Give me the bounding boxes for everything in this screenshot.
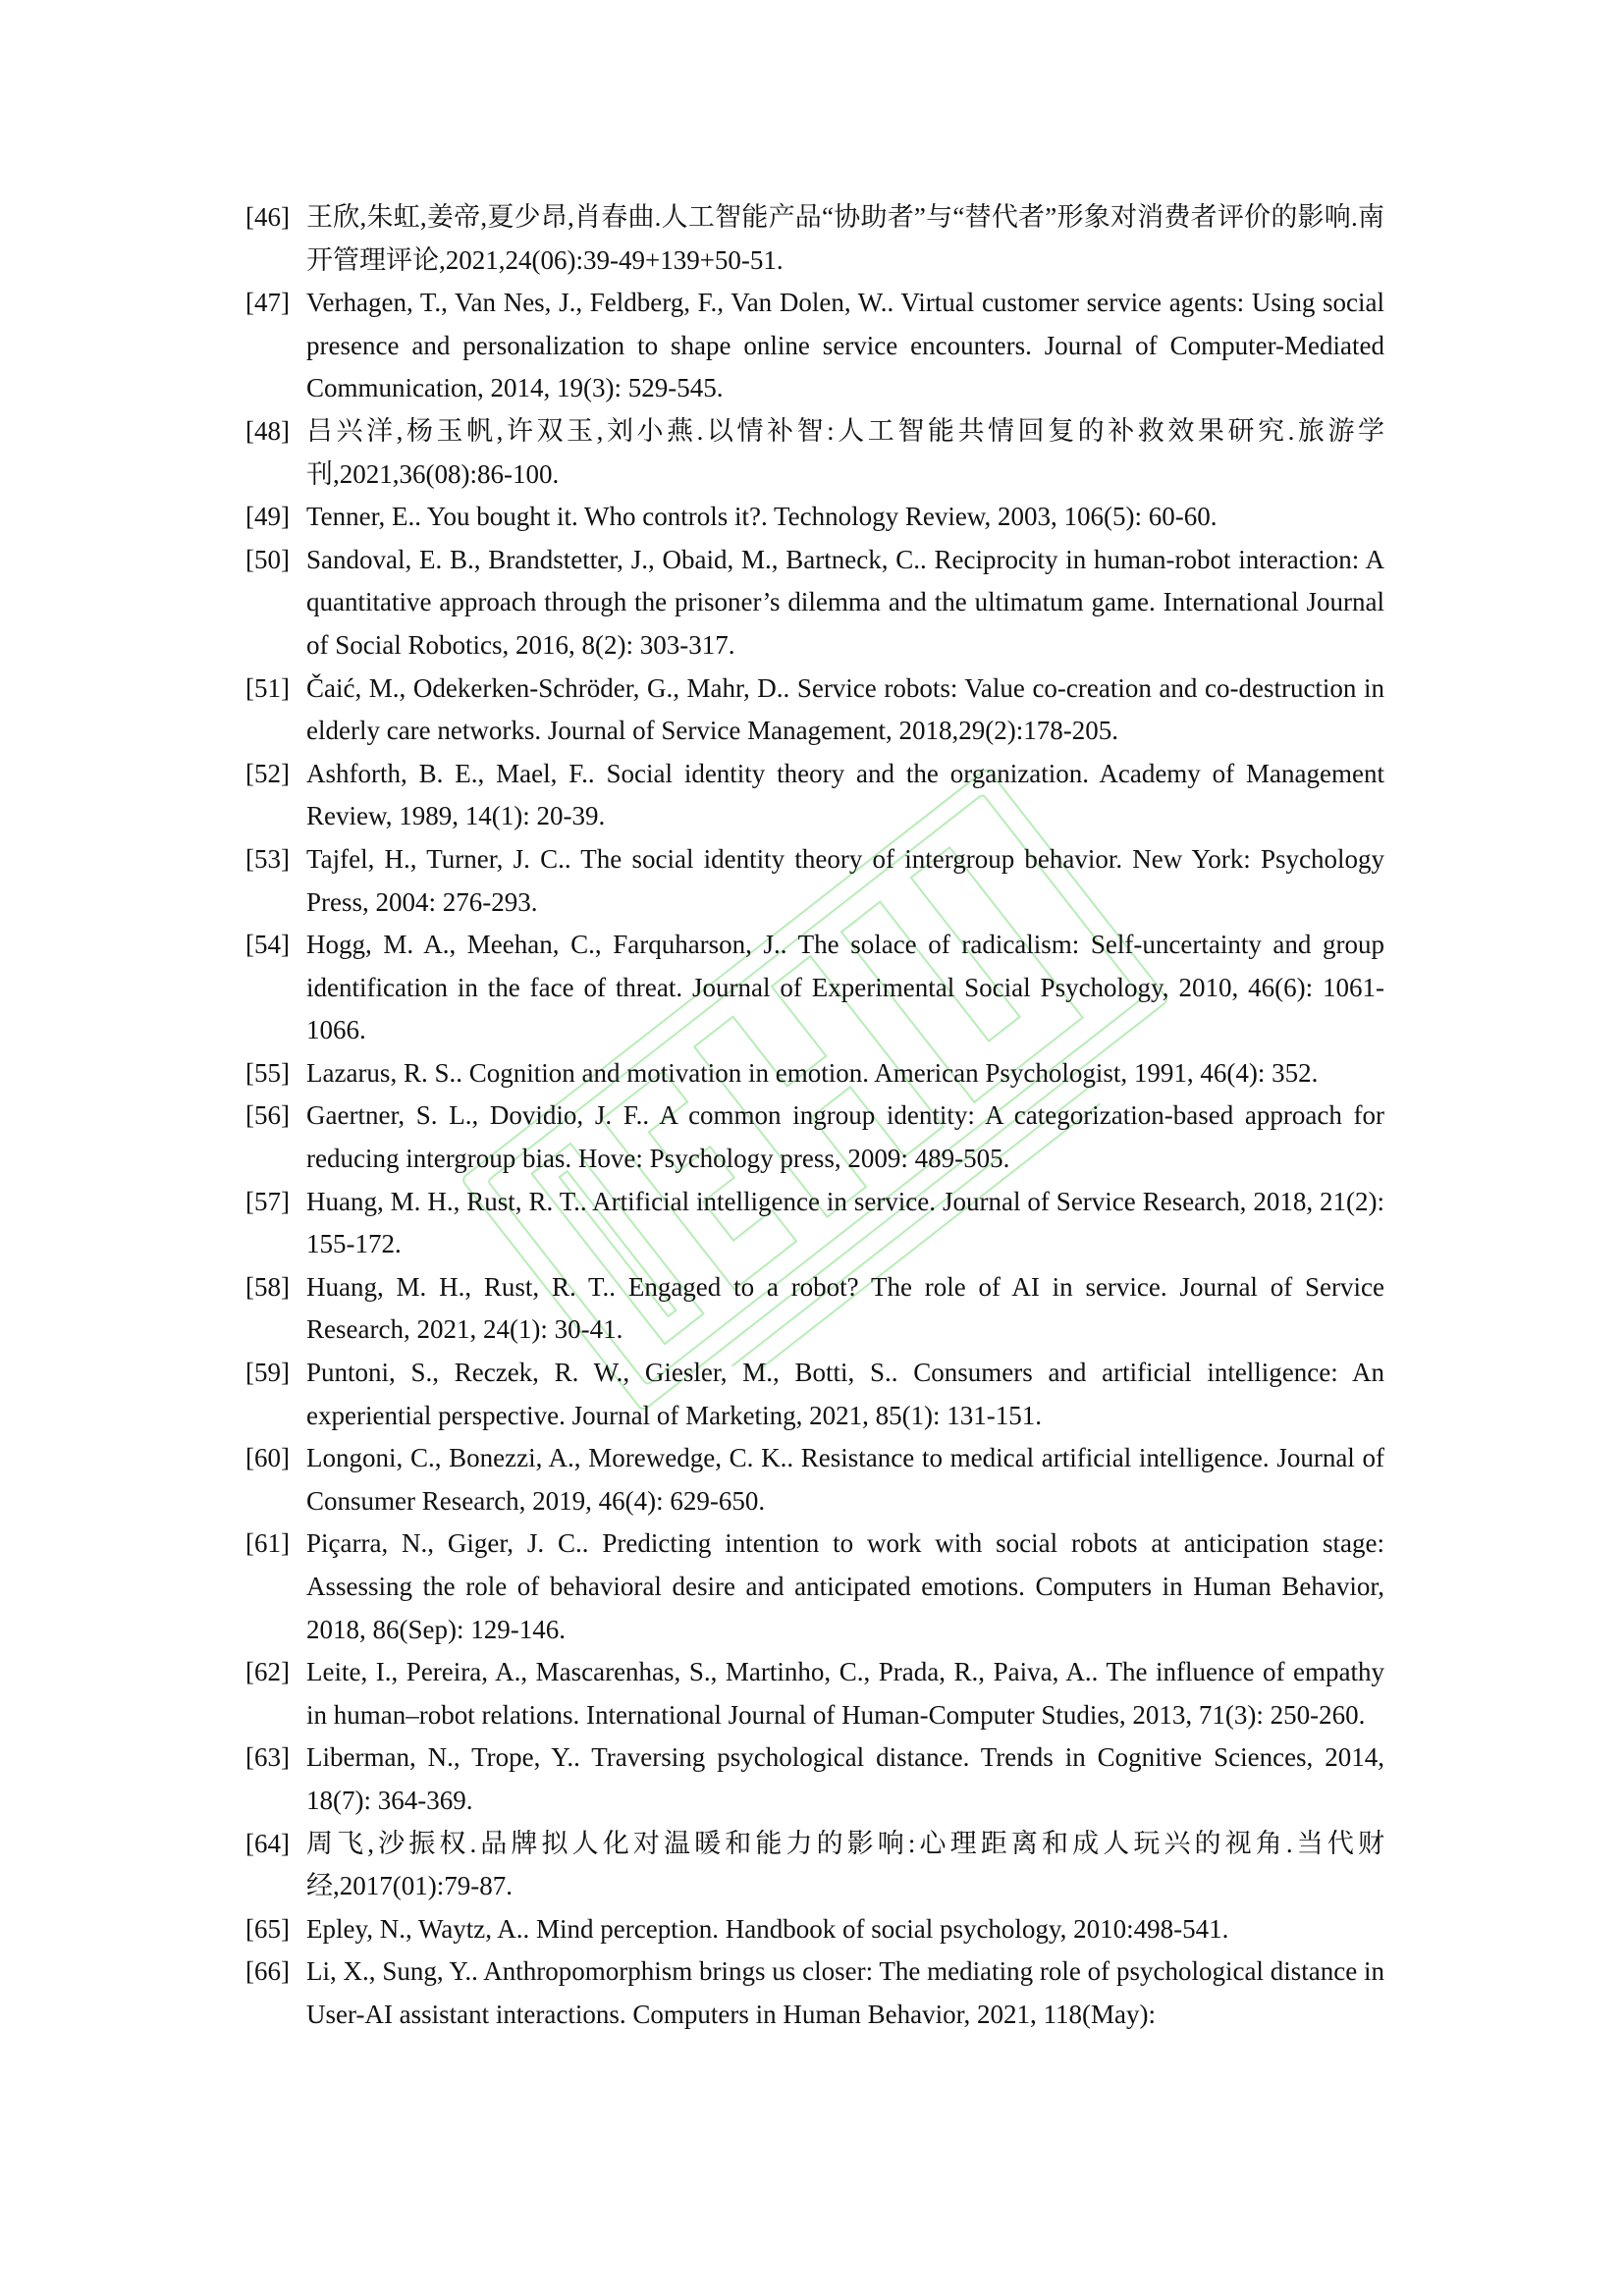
reference-item	[245, 1266, 1384, 1352]
reference-number: [48]	[245, 415, 290, 446]
reference-number: [50]	[245, 544, 290, 574]
reference-number: [49]	[245, 502, 290, 532]
reference-item	[245, 667, 1384, 753]
reference-item	[245, 1052, 1384, 1095]
reference-number: [62]	[245, 1657, 290, 1687]
reference-item	[245, 282, 1384, 410]
reference-item	[245, 1908, 1384, 1951]
reference-number: [46]	[245, 202, 290, 232]
reference-item	[245, 1823, 1384, 1908]
reference-text: Tajfel, H., Turner, J. C.. The social identity theory of intergroup behavior. New York: Psychology Press, 2004: 276-293.	[306, 843, 1384, 917]
reference-text: 王欣,朱虹,姜帝,夏少昂,肖春曲.人工智能产品“协助者”与“替代者”形象对消费者评价的影响.南开管理评论,2021,24(06):39-49+139+50-51.	[306, 202, 1384, 275]
reference-number: [59]	[245, 1358, 290, 1388]
reference-item	[245, 1181, 1384, 1266]
reference-item	[245, 1522, 1384, 1651]
reference-item	[245, 838, 1384, 924]
reference-text: Lazarus, R. S.. Cognition and motivation in emotion. American Psychologist, 1991, 46(4): 352.	[306, 1057, 1319, 1088]
reference-text: Čaić, M., Odekerken-Schröder, G., Mahr, D.. Service robots: Value co-creation and co-destruction in elderly care networks. Journal of Service Management, 2018,29(2):178-205.	[306, 672, 1384, 746]
reference-number: [57]	[245, 1186, 290, 1216]
reference-number: [60]	[245, 1443, 290, 1473]
reference-number: [65]	[245, 1913, 290, 1944]
reference-number: [61]	[245, 1528, 290, 1559]
reference-item	[245, 1095, 1384, 1180]
reference-item	[245, 196, 1384, 282]
reference-item	[245, 1950, 1384, 2036]
reference-number: [51]	[245, 672, 290, 703]
reference-item	[245, 1437, 1384, 1522]
reference-text: Puntoni, S., Reczek, R. W., Giesler, M., Botti, S.. Consumers and artificial intelligence: An experiential perspective. Journal of Marketing, 2021, 85(1): 131-151.	[306, 1358, 1384, 1430]
reference-list	[245, 196, 1384, 2037]
reference-item	[245, 539, 1384, 667]
reference-item	[245, 1736, 1384, 1822]
reference-text: Ashforth, B. E., Mael, F.. Social identity theory and the organization. Academy of Management Review, 1989, 14(1): 20-39.	[306, 758, 1384, 831]
reference-number: [56]	[245, 1100, 290, 1131]
reference-text: 周飞,沙振权.品牌拟人化对温暖和能力的影响:心理距离和成人玩兴的视角.当代财经,2017(01):79-87.	[306, 1828, 1384, 1901]
reference-text: Huang, M. H., Rust, R. T.. Engaged to a robot? The role of AI in service. Journal of Service Research, 2021, 24(1): 30-41.	[306, 1271, 1384, 1345]
reference-text: Li, X., Sung, Y.. Anthropomorphism brings us closer: The mediating role of psychological distance in User-AI assistant interactions. Computers in Human Behavior, 2021, 118(May):	[306, 1956, 1384, 2029]
reference-number: [55]	[245, 1057, 290, 1088]
reference-item	[245, 410, 1384, 496]
reference-text: 吕兴洋,杨玉帆,许双玉,刘小燕.以情补智:人工智能共情回复的补救效果研究.旅游学刊,2021,36(08):86-100.	[306, 415, 1384, 489]
reference-item	[245, 496, 1384, 539]
reference-number: [47]	[245, 288, 290, 318]
reference-number: [54]	[245, 930, 290, 960]
reference-text: Epley, N., Waytz, A.. Mind perception. Handbook of social psychology, 2010:498-541.	[306, 1913, 1229, 1944]
reference-number: [53]	[245, 843, 290, 874]
reference-text: Hogg, M. A., Meehan, C., Farquharson, J.. The solace of radicalism: Self-uncertainty and group identification in the face of threat. Journal of Experimental Social Psychology, 2010, 46(6): 1061-1066.	[306, 930, 1384, 1045]
reference-text: Huang, M. H., Rust, R. T.. Artificial intelligence in service. Journal of Service Research, 2018, 21(2): 155-172.	[306, 1186, 1384, 1259]
reference-text: Liberman, N., Trope, Y.. Traversing psychological distance. Trends in Cognitive Sciences, 2014, 18(7): 364-369.	[306, 1742, 1384, 1815]
reference-text: Longoni, C., Bonezzi, A., Morewedge, C. K.. Resistance to medical artificial intelligence. Journal of Consumer Research, 2019, 46(4): 629-650.	[306, 1443, 1384, 1516]
reference-number: [58]	[245, 1271, 290, 1302]
reference-number: [52]	[245, 758, 290, 788]
reference-number: [64]	[245, 1828, 290, 1858]
reference-text: Sandoval, E. B., Brandstetter, J., Obaid, M., Bartneck, C.. Reciprocity in human-robot interaction: A quantitative approach through the prisoner’s dilemma and the ultimatum game. International Journal of Social Robotics, 2016, 8(2): 303-317.	[306, 544, 1384, 660]
reference-text: Verhagen, T., Van Nes, J., Feldberg, F., Van Dolen, W.. Virtual customer service agents: Using social presence and personalization to shape online service encounters. Journal of Computer-Mediated Communication, 2014, 19(3): 529-545.	[306, 288, 1384, 403]
reference-text: Piçarra, N., Giger, J. C.. Predicting intention to work with social robots at anticipation stage: Assessing the role of behavioral desire and anticipated emotions. Computers in Human Behavior, 2018, 86(Sep): 129-146.	[306, 1528, 1384, 1644]
reference-item	[245, 1651, 1384, 1736]
reference-text: Tenner, E.. You bought it. Who controls it?. Technology Review, 2003, 106(5): 60-60.	[306, 502, 1218, 532]
reference-text: Gaertner, S. L., Dovidio, J. F.. A common ingroup identity: A categorization-based approach for reducing intergroup bias. Hove: Psychology press, 2009: 489-505.	[306, 1100, 1384, 1174]
reference-item	[245, 753, 1384, 838]
reference-item	[245, 924, 1384, 1052]
reference-text: Leite, I., Pereira, A., Mascarenhas, S., Martinho, C., Prada, R., Paiva, A.. The influence of empathy in human–robot relations. International Journal of Human-Computer Studies, 2013, 71(3): 250-260.	[306, 1657, 1384, 1730]
reference-number: [63]	[245, 1742, 290, 1773]
reference-number: [66]	[245, 1956, 290, 1987]
reference-item	[245, 1352, 1384, 1437]
